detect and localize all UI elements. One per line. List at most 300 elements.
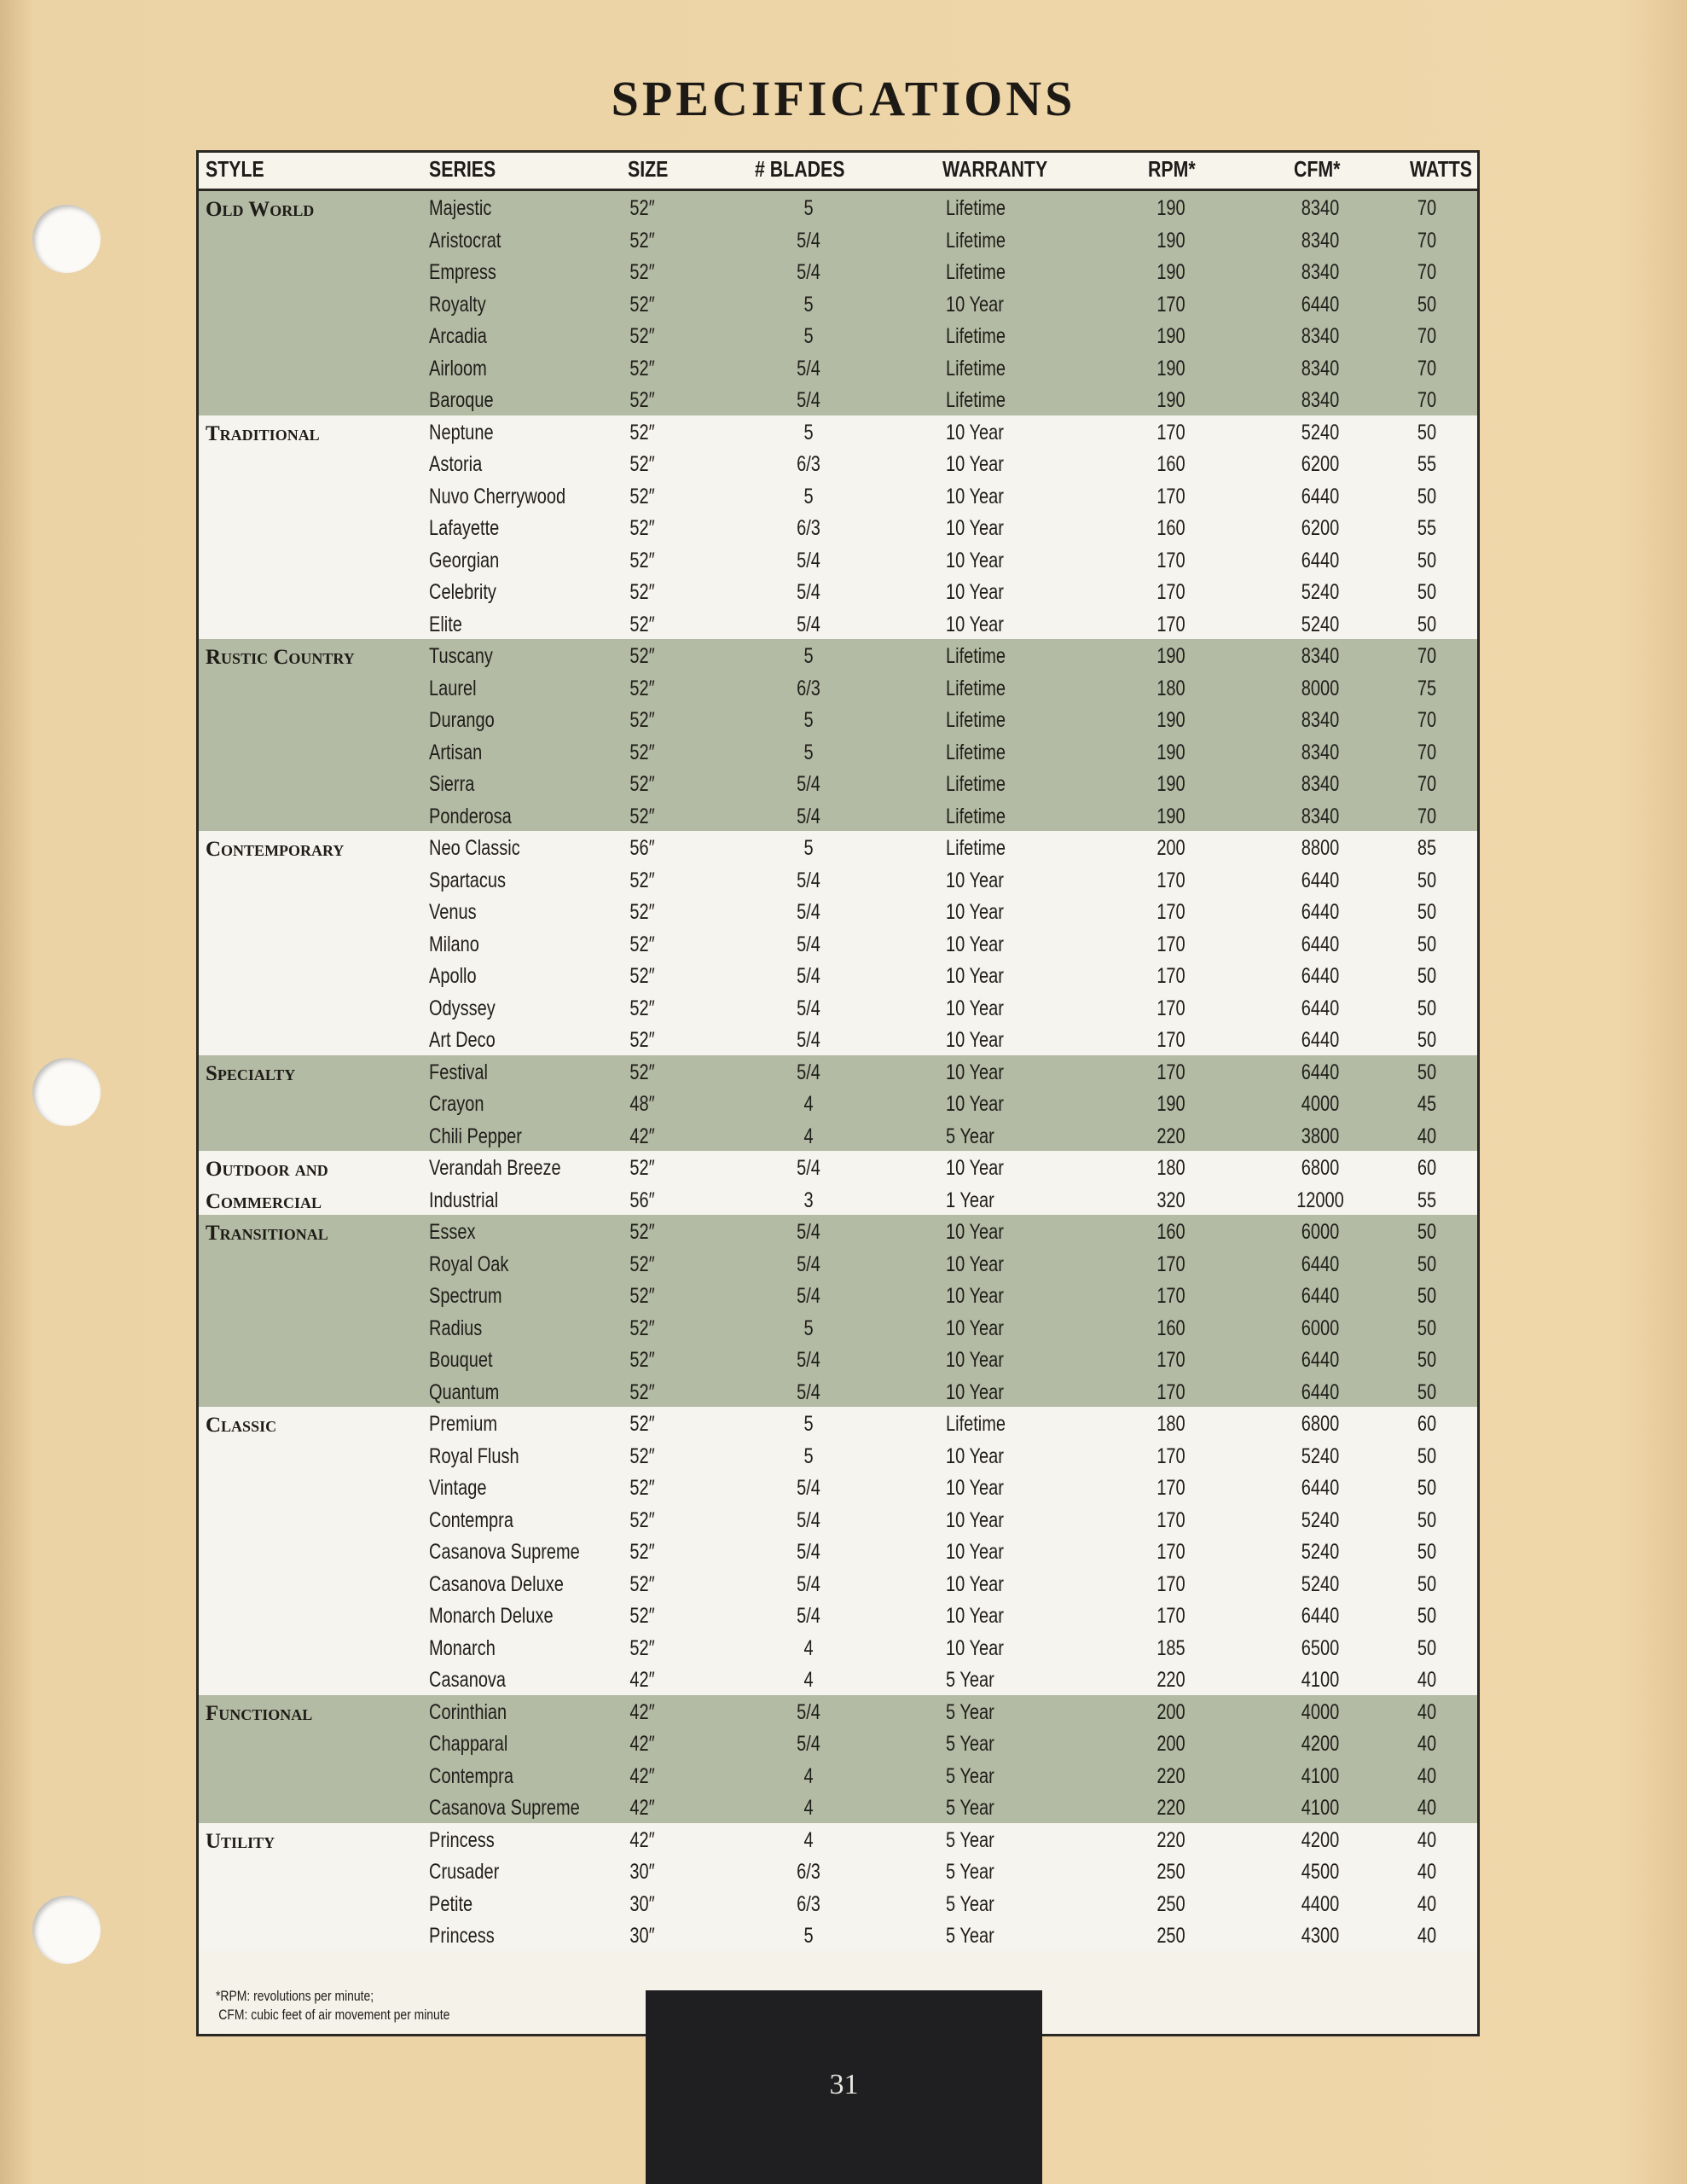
cell-blades: 5/4 <box>797 612 820 636</box>
cell-series: Airloom <box>429 356 487 380</box>
cell-cfm: 4200 <box>1301 1827 1340 1852</box>
cell-blades: 5/4 <box>797 964 820 988</box>
cell-watts: 55 <box>1417 452 1437 476</box>
cell-rpm: 320 <box>1157 1188 1186 1212</box>
cell-blades: 6/3 <box>797 452 820 476</box>
cell-rpm: 200 <box>1157 1699 1186 1724</box>
cell-warranty: 10 Year <box>946 932 1004 956</box>
cell-blades: 5 <box>803 644 814 668</box>
table-row <box>199 1471 1477 1503</box>
cell-watts: 50 <box>1417 1060 1437 1084</box>
cell-rpm: 170 <box>1157 1476 1186 1500</box>
cell-series: Royal Oak <box>429 1252 509 1276</box>
cell-rpm: 200 <box>1157 836 1186 860</box>
cell-watts: 50 <box>1417 1380 1437 1404</box>
cell-rpm: 170 <box>1157 1540 1186 1564</box>
cell-series: Industrial <box>429 1188 499 1212</box>
cell-size: 52″ <box>629 1540 655 1564</box>
cell-size: 52″ <box>629 1571 655 1596</box>
cell-cfm: 8340 <box>1301 772 1340 796</box>
cell-rpm: 170 <box>1157 420 1186 444</box>
footnote-line: *RPM: revolutions per minute; <box>216 1988 374 2004</box>
cell-size: 52″ <box>629 516 655 540</box>
table-row <box>199 735 1477 768</box>
cell-size: 42″ <box>629 1668 655 1692</box>
style-label: Commercial <box>206 1189 322 1213</box>
cell-blades: 5/4 <box>797 1220 820 1244</box>
cell-cfm: 6440 <box>1301 996 1340 1020</box>
cell-blades: 5 <box>803 292 814 317</box>
cell-blades: 6/3 <box>797 676 820 700</box>
table-row <box>199 1727 1477 1759</box>
cell-cfm: 6440 <box>1301 1604 1340 1628</box>
cell-blades: 6/3 <box>797 1860 820 1884</box>
cell-series: Premium <box>429 1412 498 1436</box>
cell-series: Quantum <box>429 1380 500 1404</box>
cell-rpm: 170 <box>1157 1604 1186 1628</box>
cell-rpm: 170 <box>1157 1507 1186 1532</box>
cell-rpm: 170 <box>1157 1284 1186 1308</box>
footnote <box>216 1987 449 2024</box>
table-row <box>199 1215 1477 1247</box>
cell-blades: 4 <box>803 1092 814 1116</box>
cell-warranty: 10 Year <box>946 1540 1004 1564</box>
cell-cfm: 4100 <box>1301 1796 1340 1820</box>
cell-watts: 70 <box>1417 644 1437 668</box>
binder-hole-middle <box>32 1058 101 1126</box>
cell-size: 52″ <box>629 1443 655 1468</box>
cell-cfm: 6200 <box>1301 452 1340 476</box>
cell-cfm: 6800 <box>1301 1412 1340 1436</box>
cell-series: Artisan <box>429 740 483 764</box>
table-row <box>199 1503 1477 1536</box>
cell-warranty: Lifetime <box>946 260 1006 284</box>
cell-cfm: 8340 <box>1301 740 1340 764</box>
cell-warranty: 10 Year <box>946 1220 1004 1244</box>
header-style: STYLE <box>206 156 264 182</box>
cell-warranty: Lifetime <box>946 836 1006 860</box>
table-row <box>199 255 1477 288</box>
cell-cfm: 5240 <box>1301 1571 1340 1596</box>
cell-size: 52″ <box>629 644 655 668</box>
table-row <box>199 479 1477 512</box>
binder-hole-bottom <box>32 1896 101 1964</box>
cell-warranty: Lifetime <box>946 1412 1006 1436</box>
cell-blades: 4 <box>803 1668 814 1692</box>
cell-warranty: 10 Year <box>946 996 1004 1020</box>
cell-rpm: 170 <box>1157 964 1186 988</box>
header-cfm: CFM* <box>1294 156 1341 182</box>
cell-series: Bouquet <box>429 1348 493 1372</box>
cell-size: 42″ <box>629 1732 655 1756</box>
cell-blades: 4 <box>803 1796 814 1820</box>
cell-blades: 5/4 <box>797 1380 820 1404</box>
cell-watts: 40 <box>1417 1732 1437 1756</box>
cell-size: 52″ <box>629 388 655 412</box>
cell-warranty: 10 Year <box>946 484 1004 508</box>
cell-blades: 5 <box>803 1924 814 1948</box>
cell-blades: 5/4 <box>797 1476 820 1500</box>
cell-watts: 40 <box>1417 1860 1437 1884</box>
cell-watts: 40 <box>1417 1827 1437 1852</box>
cell-watts: 40 <box>1417 1796 1437 1820</box>
cell-warranty: 10 Year <box>946 900 1004 924</box>
cell-cfm: 8340 <box>1301 708 1340 732</box>
cell-warranty: Lifetime <box>946 388 1006 412</box>
cell-size: 52″ <box>629 228 655 253</box>
cell-blades: 5 <box>803 740 814 764</box>
table-row <box>199 1535 1477 1567</box>
table-row <box>199 1567 1477 1600</box>
cell-blades: 5/4 <box>797 1507 820 1532</box>
cell-size: 52″ <box>629 932 655 956</box>
cell-cfm: 6000 <box>1301 1220 1340 1244</box>
table-row <box>199 1791 1477 1823</box>
cell-rpm: 170 <box>1157 612 1186 636</box>
cell-watts: 70 <box>1417 260 1437 284</box>
table-row <box>199 1279 1477 1311</box>
cell-watts: 50 <box>1417 1252 1437 1276</box>
cell-watts: 50 <box>1417 484 1437 508</box>
cell-watts: 70 <box>1417 804 1437 828</box>
cell-cfm: 6440 <box>1301 900 1340 924</box>
cell-series: Spartacus <box>429 868 507 892</box>
cell-size: 52″ <box>629 452 655 476</box>
table-row <box>199 991 1477 1024</box>
cell-watts: 45 <box>1417 1092 1437 1116</box>
cell-size: 52″ <box>629 612 655 636</box>
table-row <box>199 415 1477 448</box>
table-row <box>199 1887 1477 1920</box>
cell-size: 42″ <box>629 1124 655 1148</box>
cell-series: Celebrity <box>429 580 496 604</box>
cell-blades: 5/4 <box>797 1732 820 1756</box>
cell-warranty: 10 Year <box>946 1443 1004 1468</box>
cell-size: 30″ <box>629 1891 655 1916</box>
cell-series: Apollo <box>429 964 477 988</box>
cell-warranty: Lifetime <box>946 228 1006 253</box>
cell-rpm: 170 <box>1157 580 1186 604</box>
cell-cfm: 8800 <box>1301 836 1340 860</box>
style-label: Transitional <box>206 1222 328 1245</box>
cell-watts: 40 <box>1417 1699 1437 1724</box>
cell-size: 52″ <box>629 548 655 572</box>
cell-series: Aristocrat <box>429 228 501 253</box>
cell-blades: 5 <box>803 1443 814 1468</box>
cell-cfm: 5240 <box>1301 420 1340 444</box>
cell-blades: 5 <box>803 484 814 508</box>
cell-cfm: 6440 <box>1301 964 1340 988</box>
cell-series: Elite <box>429 612 462 636</box>
cell-rpm: 170 <box>1157 1348 1186 1372</box>
cell-watts: 70 <box>1417 708 1437 732</box>
cell-warranty: 10 Year <box>946 964 1004 988</box>
cell-size: 52″ <box>629 1028 655 1052</box>
cell-size: 52″ <box>629 292 655 317</box>
cell-warranty: Lifetime <box>946 740 1006 764</box>
cell-series: Nuvo Cherrywood <box>429 484 566 508</box>
table-row <box>199 1151 1477 1183</box>
cell-cfm: 4000 <box>1301 1699 1340 1724</box>
cell-cfm: 5240 <box>1301 580 1340 604</box>
cell-size: 52″ <box>629 772 655 796</box>
table-row <box>199 607 1477 640</box>
cell-size: 52″ <box>629 420 655 444</box>
cell-blades: 5/4 <box>797 228 820 253</box>
cell-warranty: Lifetime <box>946 676 1006 700</box>
cell-warranty: 5 Year <box>946 1860 994 1884</box>
cell-size: 52″ <box>629 1156 655 1180</box>
cell-warranty: 5 Year <box>946 1924 994 1948</box>
table-row <box>199 1695 1477 1728</box>
cell-warranty: 10 Year <box>946 1060 1004 1084</box>
cell-warranty: Lifetime <box>946 196 1006 220</box>
table-row <box>199 1087 1477 1119</box>
table-row <box>199 1375 1477 1408</box>
cell-blades: 5/4 <box>797 1540 820 1564</box>
table-row <box>199 639 1477 671</box>
cell-cfm: 4000 <box>1301 1092 1340 1116</box>
table-row <box>199 447 1477 479</box>
cell-rpm: 170 <box>1157 1571 1186 1596</box>
cell-cfm: 6440 <box>1301 1348 1340 1372</box>
cell-watts: 50 <box>1417 420 1437 444</box>
cell-rpm: 190 <box>1157 644 1186 668</box>
cell-size: 52″ <box>629 1348 655 1372</box>
cell-series: Sierra <box>429 772 475 796</box>
cell-size: 42″ <box>629 1796 655 1820</box>
style-label: Functional <box>206 1701 313 1725</box>
cell-warranty: 5 Year <box>946 1732 994 1756</box>
table-row <box>199 863 1477 896</box>
cell-rpm: 170 <box>1157 548 1186 572</box>
cell-watts: 50 <box>1417 1540 1437 1564</box>
cell-size: 52″ <box>629 868 655 892</box>
cell-series: Contempra <box>429 1763 513 1788</box>
table-row <box>199 767 1477 799</box>
cell-rpm: 220 <box>1157 1124 1186 1148</box>
cell-cfm: 4200 <box>1301 1732 1340 1756</box>
cell-cfm: 4400 <box>1301 1891 1340 1916</box>
cell-warranty: 10 Year <box>946 1028 1004 1052</box>
cell-series: Arcadia <box>429 324 487 348</box>
cell-watts: 40 <box>1417 1891 1437 1916</box>
cell-blades: 5 <box>803 324 814 348</box>
cell-warranty: 10 Year <box>946 868 1004 892</box>
cell-warranty: 5 Year <box>946 1124 994 1148</box>
table-row <box>199 319 1477 351</box>
cell-size: 42″ <box>629 1827 655 1852</box>
cell-watts: 50 <box>1417 1571 1437 1596</box>
cell-size: 52″ <box>629 740 655 764</box>
cell-blades: 5/4 <box>797 868 820 892</box>
cell-series: Chili Pepper <box>429 1124 522 1148</box>
cell-cfm: 6500 <box>1301 1635 1340 1660</box>
cell-blades: 5/4 <box>797 1060 820 1084</box>
cell-cfm: 5240 <box>1301 1443 1340 1468</box>
cell-blades: 4 <box>803 1763 814 1788</box>
table-row <box>199 351 1477 384</box>
table-row <box>199 511 1477 543</box>
cell-warranty: 10 Year <box>946 612 1004 636</box>
table-row <box>199 1823 1477 1856</box>
cell-warranty: 10 Year <box>946 1284 1004 1308</box>
cell-cfm: 6200 <box>1301 516 1340 540</box>
cell-series: Verandah Breeze <box>429 1156 561 1180</box>
cell-blades: 5/4 <box>797 260 820 284</box>
table-row <box>199 1119 1477 1152</box>
cell-size: 52″ <box>629 1252 655 1276</box>
cell-rpm: 170 <box>1157 900 1186 924</box>
cell-watts: 50 <box>1417 1476 1437 1500</box>
cell-size: 42″ <box>629 1763 655 1788</box>
cell-cfm: 8340 <box>1301 324 1340 348</box>
cell-blades: 5/4 <box>797 548 820 572</box>
table-row <box>199 1631 1477 1664</box>
cell-warranty: 5 Year <box>946 1668 994 1692</box>
cell-blades: 5 <box>803 420 814 444</box>
specifications-table <box>196 150 1480 2036</box>
table-row <box>199 224 1477 256</box>
cell-cfm: 4300 <box>1301 1924 1340 1948</box>
cell-watts: 70 <box>1417 196 1437 220</box>
table-row <box>199 895 1477 927</box>
cell-rpm: 220 <box>1157 1796 1186 1820</box>
cell-warranty: 10 Year <box>946 292 1004 317</box>
cell-blades: 5/4 <box>797 1252 820 1276</box>
table-row <box>199 1343 1477 1375</box>
table-row <box>199 1311 1477 1344</box>
cell-rpm: 170 <box>1157 484 1186 508</box>
cell-blades: 5/4 <box>797 388 820 412</box>
cell-series: Essex <box>429 1220 476 1244</box>
cell-series: Casanova Supreme <box>429 1796 580 1820</box>
cell-cfm: 8340 <box>1301 260 1340 284</box>
cell-warranty: 5 Year <box>946 1796 994 1820</box>
binder-hole-top <box>32 205 101 273</box>
cell-size: 52″ <box>629 996 655 1020</box>
table-row <box>199 288 1477 320</box>
table-row <box>199 1407 1477 1439</box>
cell-watts: 85 <box>1417 836 1437 860</box>
cell-blades: 5 <box>803 708 814 732</box>
table-row <box>199 383 1477 415</box>
table-header <box>199 153 1477 191</box>
cell-blades: 5/4 <box>797 900 820 924</box>
cell-watts: 70 <box>1417 324 1437 348</box>
cell-series: Princess <box>429 1924 495 1948</box>
table-row <box>199 1183 1477 1216</box>
cell-rpm: 170 <box>1157 932 1186 956</box>
cell-series: Art Deco <box>429 1028 496 1052</box>
cell-rpm: 190 <box>1157 260 1186 284</box>
cell-warranty: Lifetime <box>946 644 1006 668</box>
cell-size: 52″ <box>629 484 655 508</box>
cell-watts: 50 <box>1417 1604 1437 1628</box>
table-row <box>199 543 1477 576</box>
cell-rpm: 170 <box>1157 292 1186 317</box>
cell-watts: 40 <box>1417 1668 1437 1692</box>
cell-rpm: 190 <box>1157 388 1186 412</box>
cell-watts: 70 <box>1417 356 1437 380</box>
cell-series: Casanova Deluxe <box>429 1571 564 1596</box>
table-row <box>199 1023 1477 1055</box>
cell-series: Lafayette <box>429 516 500 540</box>
cell-watts: 40 <box>1417 1763 1437 1788</box>
cell-rpm: 190 <box>1157 228 1186 253</box>
header-blades: # BLADES <box>755 156 845 182</box>
cell-size: 52″ <box>629 324 655 348</box>
cell-blades: 5/4 <box>797 1348 820 1372</box>
cell-blades: 5/4 <box>797 1699 820 1724</box>
cell-rpm: 190 <box>1157 772 1186 796</box>
cell-size: 48″ <box>629 1092 655 1116</box>
cell-size: 52″ <box>629 196 655 220</box>
cell-warranty: 10 Year <box>946 1604 1004 1628</box>
cell-blades: 5/4 <box>797 1571 820 1596</box>
cell-rpm: 170 <box>1157 868 1186 892</box>
cell-watts: 50 <box>1417 612 1437 636</box>
cell-series: Monarch <box>429 1635 496 1660</box>
cell-cfm: 8340 <box>1301 644 1340 668</box>
cell-rpm: 220 <box>1157 1763 1186 1788</box>
cell-cfm: 5240 <box>1301 1540 1340 1564</box>
table-row <box>199 1439 1477 1472</box>
cell-rpm: 250 <box>1157 1924 1186 1948</box>
cell-rpm: 180 <box>1157 676 1186 700</box>
cell-blades: 5/4 <box>797 1156 820 1180</box>
cell-series: Festival <box>429 1060 488 1084</box>
table-row <box>199 671 1477 704</box>
cell-series: Corinthian <box>429 1699 507 1724</box>
cell-watts: 50 <box>1417 868 1437 892</box>
cell-cfm: 6440 <box>1301 292 1340 317</box>
cell-rpm: 250 <box>1157 1891 1186 1916</box>
cell-cfm: 3800 <box>1301 1124 1340 1148</box>
cell-blades: 5/4 <box>797 932 820 956</box>
cell-watts: 50 <box>1417 964 1437 988</box>
cell-size: 52″ <box>629 1284 655 1308</box>
table-row <box>199 1855 1477 1887</box>
cell-blades: 4 <box>803 1635 814 1660</box>
cell-rpm: 180 <box>1157 1156 1186 1180</box>
cell-size: 42″ <box>629 1699 655 1724</box>
cell-warranty: 10 Year <box>946 516 1004 540</box>
cell-series: Petite <box>429 1891 473 1916</box>
cell-watts: 75 <box>1417 676 1437 700</box>
cell-cfm: 6440 <box>1301 1380 1340 1404</box>
cell-watts: 50 <box>1417 292 1437 317</box>
cell-size: 52″ <box>629 1220 655 1244</box>
cell-watts: 70 <box>1417 228 1437 253</box>
table-row <box>199 1247 1477 1280</box>
cell-series: Casanova Supreme <box>429 1540 580 1564</box>
cell-series: Casanova <box>429 1668 507 1692</box>
cell-blades: 5/4 <box>797 804 820 828</box>
cell-blades: 5 <box>803 196 814 220</box>
cell-rpm: 200 <box>1157 1732 1186 1756</box>
cell-blades: 5/4 <box>797 1028 820 1052</box>
cell-cfm: 8340 <box>1301 356 1340 380</box>
cell-size: 56″ <box>629 1188 655 1212</box>
cell-series: Venus <box>429 900 477 924</box>
cell-warranty: 1 Year <box>946 1188 994 1212</box>
cell-watts: 50 <box>1417 580 1437 604</box>
cell-warranty: 5 Year <box>946 1763 994 1788</box>
cell-rpm: 170 <box>1157 996 1186 1020</box>
cell-series: Princess <box>429 1827 495 1852</box>
cell-rpm: 160 <box>1157 1316 1186 1340</box>
